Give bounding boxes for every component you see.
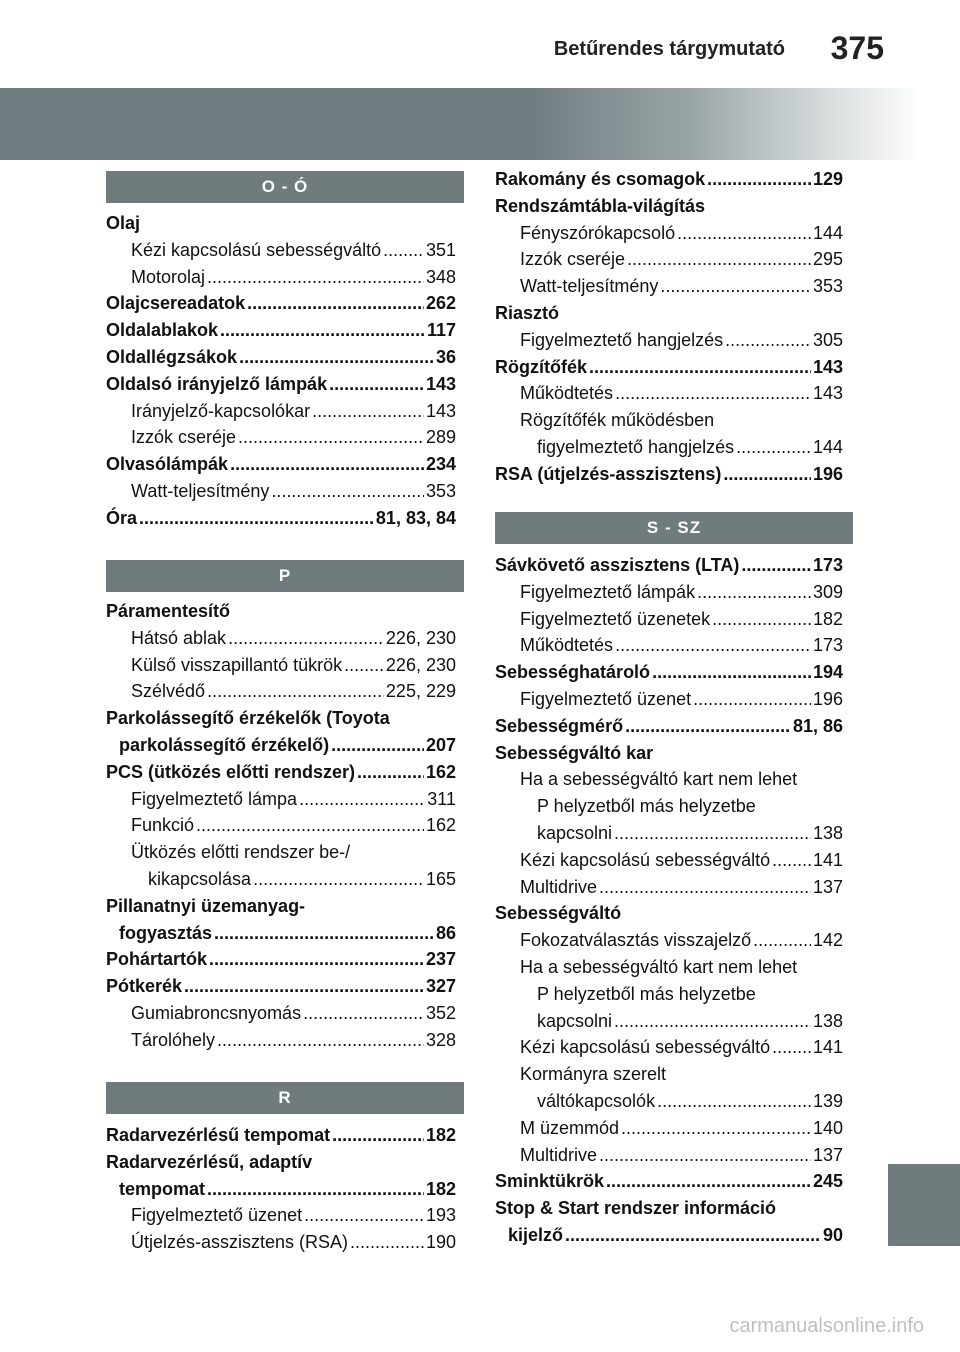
dot-leader xyxy=(332,1122,424,1149)
entry-page-ref: 142 xyxy=(812,930,843,951)
index-list-right-r xyxy=(495,166,843,488)
entry-term: fogyasztás xyxy=(119,922,213,943)
dot-leader xyxy=(652,659,811,686)
index-entry xyxy=(106,598,456,625)
entry-page-ref: 309 xyxy=(812,581,843,602)
dot-leader xyxy=(614,820,811,847)
index-entry xyxy=(106,973,456,1000)
entry-term: Irányjelző-kapcsolókar xyxy=(131,400,311,421)
index-entry xyxy=(106,398,456,425)
dot-leader xyxy=(707,166,811,193)
entry-term: Olaj xyxy=(106,213,141,233)
dot-leader xyxy=(697,579,811,606)
dot-leader xyxy=(303,1000,424,1027)
entry-page-ref: 141 xyxy=(812,849,843,870)
entry-term: parkolássegítő érzékelő) xyxy=(119,734,330,755)
section-header-r: R xyxy=(106,1082,464,1114)
entry-page-ref: 143 xyxy=(812,356,843,377)
entry-page-ref: 234 xyxy=(425,454,456,475)
index-entry xyxy=(495,300,843,327)
entry-term: Figyelmeztető üzenet xyxy=(520,688,692,709)
index-entry xyxy=(106,839,456,866)
entry-term: Watt-teljesítmény xyxy=(520,276,659,297)
dot-leader xyxy=(139,505,374,532)
dot-leader xyxy=(383,237,424,264)
entry-term: Külső visszapillantó tükrök xyxy=(131,654,343,675)
entry-term: M üzemmód xyxy=(520,1117,620,1138)
dot-leader xyxy=(723,461,811,488)
dot-leader xyxy=(230,451,424,478)
entry-term: Tárolóhely xyxy=(131,1029,216,1050)
index-entry xyxy=(106,344,456,371)
entry-page-ref: 353 xyxy=(812,276,843,297)
index-list-left-o xyxy=(106,210,456,532)
index-entry xyxy=(106,237,456,264)
entry-page-ref: 143 xyxy=(425,373,456,394)
index-entry xyxy=(495,273,843,300)
entry-page-ref: 182 xyxy=(812,608,843,629)
entry-page-ref: 182 xyxy=(425,1125,456,1145)
entry-page-ref: 196 xyxy=(812,688,843,709)
index-entry xyxy=(106,1176,456,1203)
index-entry xyxy=(106,1122,456,1149)
index-entry xyxy=(106,625,456,652)
entry-page-ref: 328 xyxy=(425,1029,456,1050)
entry-page-ref: 245 xyxy=(812,1171,843,1192)
index-entry xyxy=(106,812,456,839)
index-entry xyxy=(495,793,843,820)
index-entry xyxy=(495,407,843,434)
index-entry xyxy=(495,713,843,740)
index-entry xyxy=(106,1202,456,1229)
entry-term: figyelmeztető hangjelzés xyxy=(537,436,735,457)
entry-page-ref: 182 xyxy=(425,1178,456,1199)
entry-term: Riasztó xyxy=(495,302,560,323)
entry-page-ref: 262 xyxy=(425,293,456,314)
entry-term: tempomat xyxy=(119,1178,206,1199)
index-entry xyxy=(495,1168,843,1195)
entry-page-ref: 36 xyxy=(435,346,456,367)
dot-leader xyxy=(329,371,424,398)
dot-leader xyxy=(625,713,791,740)
dot-leader xyxy=(599,874,811,901)
index-entry xyxy=(495,900,843,927)
index-entry xyxy=(106,478,456,505)
entry-term: Oldalablakok xyxy=(106,320,219,341)
index-entry xyxy=(495,740,843,767)
entry-term: Pótkerék xyxy=(106,976,183,997)
index-entry xyxy=(106,732,456,759)
index-entry xyxy=(495,246,843,273)
entry-page-ref: 305 xyxy=(812,329,843,350)
entry-term: Útjelzés-asszisztens (RSA) xyxy=(131,1232,349,1253)
dot-leader xyxy=(736,434,811,461)
dot-leader xyxy=(725,327,811,354)
dot-leader xyxy=(615,380,811,407)
entry-term: Figyelmeztető üzenet xyxy=(131,1205,303,1226)
index-entry xyxy=(106,705,456,732)
index-entry xyxy=(495,1034,843,1061)
entry-page-ref: 165 xyxy=(425,868,456,889)
dot-leader xyxy=(299,786,425,813)
entry-page-ref: 86 xyxy=(435,922,456,943)
index-entry xyxy=(106,759,456,786)
entry-term: Sebességváltó kar xyxy=(495,742,654,763)
entry-term: kapcsolni xyxy=(537,1010,613,1031)
entry-term: Multidrive xyxy=(520,1144,598,1165)
entry-page-ref: 352 xyxy=(425,1002,456,1023)
dot-leader xyxy=(677,220,811,247)
entry-term: RSA (útjelzés-asszisztens) xyxy=(495,463,722,484)
entry-page-ref: 137 xyxy=(812,876,843,897)
entry-page-ref: 351 xyxy=(425,239,456,260)
dot-leader xyxy=(741,552,811,579)
index-entry xyxy=(106,1000,456,1027)
index-entry xyxy=(495,927,843,954)
index-entry xyxy=(495,552,843,579)
entry-term: Kézi kapcsolású sebességváltó xyxy=(520,849,771,870)
entry-page-ref: 190 xyxy=(425,1232,456,1253)
dot-leader xyxy=(606,1168,811,1195)
entry-term: Pohártartók xyxy=(106,949,208,970)
dot-leader xyxy=(207,1176,424,1203)
index-entry xyxy=(106,652,456,679)
dot-leader xyxy=(312,398,424,425)
entry-page-ref: 173 xyxy=(812,555,843,575)
entry-term: Figyelmeztető lámpa xyxy=(131,788,298,809)
dot-leader xyxy=(772,847,811,874)
index-entry xyxy=(495,1142,843,1169)
index-entry xyxy=(106,210,456,237)
running-header-title: Betűrendes tárgymutató xyxy=(553,38,785,60)
dot-leader xyxy=(599,1142,811,1169)
index-entry xyxy=(495,874,843,901)
page-number: 375 xyxy=(830,30,884,66)
entry-term: Figyelmeztető üzenetek xyxy=(520,608,711,629)
index-entry xyxy=(495,327,843,354)
entry-term: Olvasólámpák xyxy=(106,454,229,475)
entry-page-ref: 140 xyxy=(812,1117,843,1138)
entry-term: Ha a sebességváltó kart nem lehet xyxy=(520,769,798,790)
dot-leader xyxy=(344,652,384,679)
index-entry xyxy=(106,893,456,920)
dot-leader xyxy=(220,317,425,344)
dot-leader xyxy=(207,678,384,705)
dot-leader xyxy=(621,1115,811,1142)
entry-term: P helyzetből más helyzetbe xyxy=(537,796,756,817)
entry-page-ref: 129 xyxy=(812,169,843,189)
dot-leader xyxy=(196,812,424,839)
entry-term: Izzók cseréje xyxy=(131,427,237,448)
entry-term: Rögzítőfék xyxy=(495,356,587,377)
index-entry xyxy=(495,380,843,407)
dot-leader xyxy=(357,759,424,786)
entry-page-ref: 237 xyxy=(425,949,456,970)
entry-page-ref: 311 xyxy=(427,788,456,809)
dot-leader xyxy=(753,927,811,954)
entry-term: Funkció xyxy=(131,815,195,836)
entry-term: Motorolaj xyxy=(131,266,206,287)
index-entry xyxy=(495,686,843,713)
entry-page-ref: 138 xyxy=(812,1010,843,1031)
index-entry xyxy=(495,981,843,1008)
entry-term: Gumiabroncsnyomás xyxy=(131,1002,302,1023)
entry-page-ref: 144 xyxy=(812,436,843,457)
index-entry xyxy=(495,1008,843,1035)
index-entry xyxy=(495,354,843,381)
index-entry xyxy=(495,220,843,247)
entry-page-ref: 137 xyxy=(812,1144,843,1165)
index-entry xyxy=(106,1149,456,1176)
entry-term: váltókapcsolók xyxy=(537,1090,656,1111)
index-entry xyxy=(495,1222,843,1249)
entry-term: Sminktükrök xyxy=(495,1171,605,1192)
entry-term: kijelző xyxy=(508,1224,564,1245)
entry-term: Óra xyxy=(106,507,138,528)
index-entry xyxy=(495,766,843,793)
index-entry xyxy=(106,371,456,398)
dot-leader xyxy=(614,1008,811,1035)
section-header-p: P xyxy=(106,560,464,592)
index-entry xyxy=(495,954,843,981)
index-entry xyxy=(106,1229,456,1256)
entry-term: Sebességváltó xyxy=(495,903,622,924)
entry-term: Olajcsereadatok xyxy=(106,293,246,314)
entry-term: Izzók cseréje xyxy=(520,249,626,270)
entry-page-ref: 173 xyxy=(812,635,843,656)
entry-term: Pillanatnyi üzemanyag- xyxy=(106,895,306,916)
entry-page-ref: 196 xyxy=(812,463,843,484)
entry-term: PCS (ütközés előtti rendszer) xyxy=(106,761,356,782)
dot-leader xyxy=(350,1229,424,1256)
dot-leader xyxy=(184,973,424,1000)
dot-leader xyxy=(214,920,434,947)
index-entry xyxy=(106,946,456,973)
entry-term: Parkolássegítő érzékelők (Toyota xyxy=(106,708,390,729)
entry-page-ref: 162 xyxy=(425,815,456,836)
index-entry xyxy=(495,1195,843,1222)
entry-page-ref: 194 xyxy=(812,662,843,683)
dot-leader xyxy=(657,1088,811,1115)
entry-term: Szélvédő xyxy=(131,681,206,702)
entry-term: Sebességmérő xyxy=(495,715,624,736)
dot-leader xyxy=(660,273,811,300)
dot-leader xyxy=(247,290,424,317)
index-entry xyxy=(106,290,456,317)
entry-page-ref: 143 xyxy=(425,400,456,421)
dot-leader xyxy=(712,606,811,633)
entry-term: Sávkövető asszisztens (LTA) xyxy=(495,555,740,575)
entry-term: Oldallégzsákok xyxy=(106,346,238,367)
entry-term: Watt-teljesítmény xyxy=(131,480,270,501)
index-entry xyxy=(106,317,456,344)
dot-leader xyxy=(209,946,424,973)
entry-page-ref: 162 xyxy=(425,761,456,782)
entry-page-ref: 81, 86 xyxy=(792,715,843,736)
dot-leader xyxy=(615,632,811,659)
dot-leader xyxy=(772,1034,811,1061)
dot-leader xyxy=(304,1202,424,1229)
index-entry xyxy=(106,424,456,451)
index-list-left-r xyxy=(106,1122,456,1256)
entry-term: Radarvezérlésű tempomat xyxy=(106,1125,331,1145)
entry-term: Rakomány és csomagok xyxy=(495,169,706,189)
entry-term: Működtetés xyxy=(520,383,614,404)
dot-leader xyxy=(238,424,424,451)
index-entry xyxy=(495,434,843,461)
entry-page-ref: 348 xyxy=(425,266,456,287)
header-banner xyxy=(0,88,960,160)
entry-page-ref: 90 xyxy=(822,1224,843,1245)
dot-leader xyxy=(565,1222,821,1249)
index-entry xyxy=(106,451,456,478)
entry-term: kikapcsolása xyxy=(148,868,252,889)
entry-page-ref: 207 xyxy=(425,734,456,755)
index-entry xyxy=(106,866,456,893)
dot-leader xyxy=(217,1027,424,1054)
entry-term: Hátsó ablak xyxy=(131,627,227,648)
index-entry xyxy=(495,1115,843,1142)
entry-term: Kézi kapcsolású sebességváltó xyxy=(520,1037,771,1058)
index-entry xyxy=(495,659,843,686)
index-entry xyxy=(495,579,843,606)
entry-term: Rögzítőfék működésben xyxy=(520,410,715,431)
entry-term: Páramentesítő xyxy=(106,601,231,621)
section-header-s: S - SZ xyxy=(495,512,853,544)
index-entry xyxy=(495,632,843,659)
index-entry xyxy=(106,786,456,813)
entry-term: Sebességhatároló xyxy=(495,662,651,683)
dot-leader xyxy=(253,866,424,893)
entry-term: Működtetés xyxy=(520,635,614,656)
watermark: carmanualsonline.info xyxy=(729,1315,924,1337)
dot-leader xyxy=(228,625,384,652)
entry-page-ref: 138 xyxy=(812,822,843,843)
entry-page-ref: 295 xyxy=(812,249,843,270)
entry-term: Multidrive xyxy=(520,876,598,897)
index-list-left-p xyxy=(106,598,456,1054)
index-entry xyxy=(495,193,843,220)
entry-page-ref: 193 xyxy=(425,1205,456,1226)
index-entry xyxy=(495,1088,843,1115)
dot-leader xyxy=(207,264,424,291)
entry-page-ref: 117 xyxy=(426,320,456,341)
entry-page-ref: 327 xyxy=(425,976,456,997)
entry-term: Figyelmeztető lámpák xyxy=(520,581,696,602)
entry-term: Ütközés előtti rendszer be-/ xyxy=(131,842,351,863)
section-header-o: O - Ó xyxy=(106,171,464,203)
entry-page-ref: 353 xyxy=(425,480,456,501)
index-entry xyxy=(495,606,843,633)
entry-page-ref: 139 xyxy=(812,1090,843,1111)
index-entry xyxy=(495,461,843,488)
dot-leader xyxy=(693,686,811,713)
entry-page-ref: 144 xyxy=(812,222,843,243)
chapter-side-tab xyxy=(888,1164,960,1246)
entry-term: Fényszórókapcsoló xyxy=(520,222,676,243)
entry-term: Figyelmeztető hangjelzés xyxy=(520,329,724,350)
entry-term: kapcsolni xyxy=(537,822,613,843)
entry-page-ref: 143 xyxy=(812,383,843,404)
dot-leader xyxy=(331,732,424,759)
entry-term: P helyzetből más helyzetbe xyxy=(537,983,756,1004)
entry-page-ref: 289 xyxy=(425,427,456,448)
index-entry xyxy=(106,505,456,532)
entry-term: Ha a sebességváltó kart nem lehet xyxy=(520,956,798,977)
dot-leader xyxy=(589,354,811,381)
index-entry xyxy=(495,820,843,847)
dot-leader xyxy=(239,344,434,371)
index-entry xyxy=(106,1027,456,1054)
entry-term: Kézi kapcsolású sebességváltó xyxy=(131,239,382,260)
index-entry xyxy=(495,847,843,874)
entry-term: Rendszámtábla-világítás xyxy=(495,195,706,216)
dot-leader xyxy=(627,246,811,273)
index-entry xyxy=(106,678,456,705)
entry-page-ref: 225, 229 xyxy=(385,681,456,702)
index-entry xyxy=(495,166,843,193)
index-entry xyxy=(106,264,456,291)
dot-leader xyxy=(271,478,424,505)
entry-page-ref: 226, 230 xyxy=(385,627,456,648)
entry-term: Kormányra szerelt xyxy=(520,1064,667,1085)
index-entry xyxy=(495,1061,843,1088)
entry-term: Oldalsó irányjelző lámpák xyxy=(106,373,328,394)
entry-page-ref: 81, 83, 84 xyxy=(375,507,456,528)
index-list-right-s xyxy=(495,552,843,1249)
entry-page-ref: 141 xyxy=(812,1037,843,1058)
index-entry xyxy=(106,920,456,947)
entry-term: Fokozatválasztás visszajelző xyxy=(520,930,752,951)
entry-term: Stop & Start rendszer információ xyxy=(495,1198,777,1219)
entry-page-ref: 226, 230 xyxy=(385,654,456,675)
entry-term: Radarvezérlésű, adaptív xyxy=(106,1151,313,1172)
